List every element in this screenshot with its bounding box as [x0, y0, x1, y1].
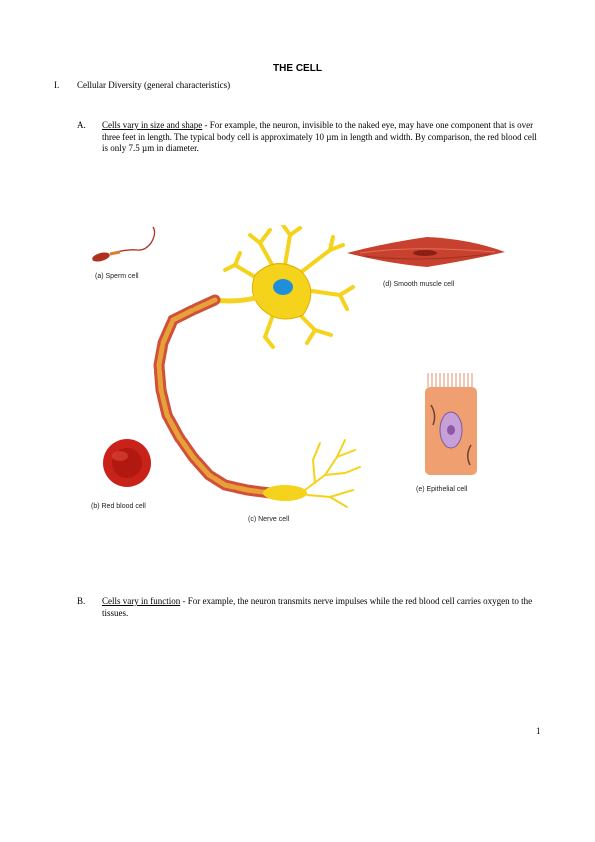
item-b-lead: Cells vary in function — [102, 596, 181, 606]
sperm-cell-label: (a) Sperm cell — [95, 273, 139, 280]
epithelial-cell-label: (e) Epithelial cell — [416, 486, 468, 493]
sperm-cell-drawing — [91, 227, 154, 263]
document-title: THE CELL — [273, 63, 322, 74]
item-a-letter: A. — [77, 120, 86, 130]
item-a-paragraph — [102, 120, 542, 155]
red-blood-cell-drawing — [103, 439, 151, 487]
nerve-cell-drawing — [159, 225, 360, 507]
epithelial-cell-drawing — [425, 373, 477, 475]
item-b-text: - For example, the neuron transmits nerve impulses while the red blood cell carries oxygen to the tissues. — [102, 596, 533, 618]
nerve-cell-label: (c) Nerve cell — [248, 516, 290, 523]
myelin-sheath — [159, 300, 270, 493]
smooth-muscle-cell-drawing — [347, 237, 505, 267]
section-number: I. — [54, 80, 60, 90]
page-number: 1 — [536, 726, 541, 736]
item-b-paragraph — [102, 596, 542, 619]
smooth-muscle-cell-label: (d) Smooth muscle cell — [383, 281, 455, 288]
item-b-letter: B. — [77, 596, 86, 606]
item-a-lead: Cells vary in size and shape — [102, 120, 203, 130]
item-a-text: - For example, the neuron, invisible to the naked eye, may have one component that is over three feet in length. The typical body cell is approximately 10 µm in length and width. By comparison, the red blood cell is only 7.5 µm in diameter. — [102, 120, 537, 153]
section-heading: Cellular Diversity (general characteristics) — [77, 80, 231, 90]
red-blood-cell-label: (b) Red blood cell — [91, 503, 146, 510]
cell-diversity-figure — [75, 225, 525, 535]
